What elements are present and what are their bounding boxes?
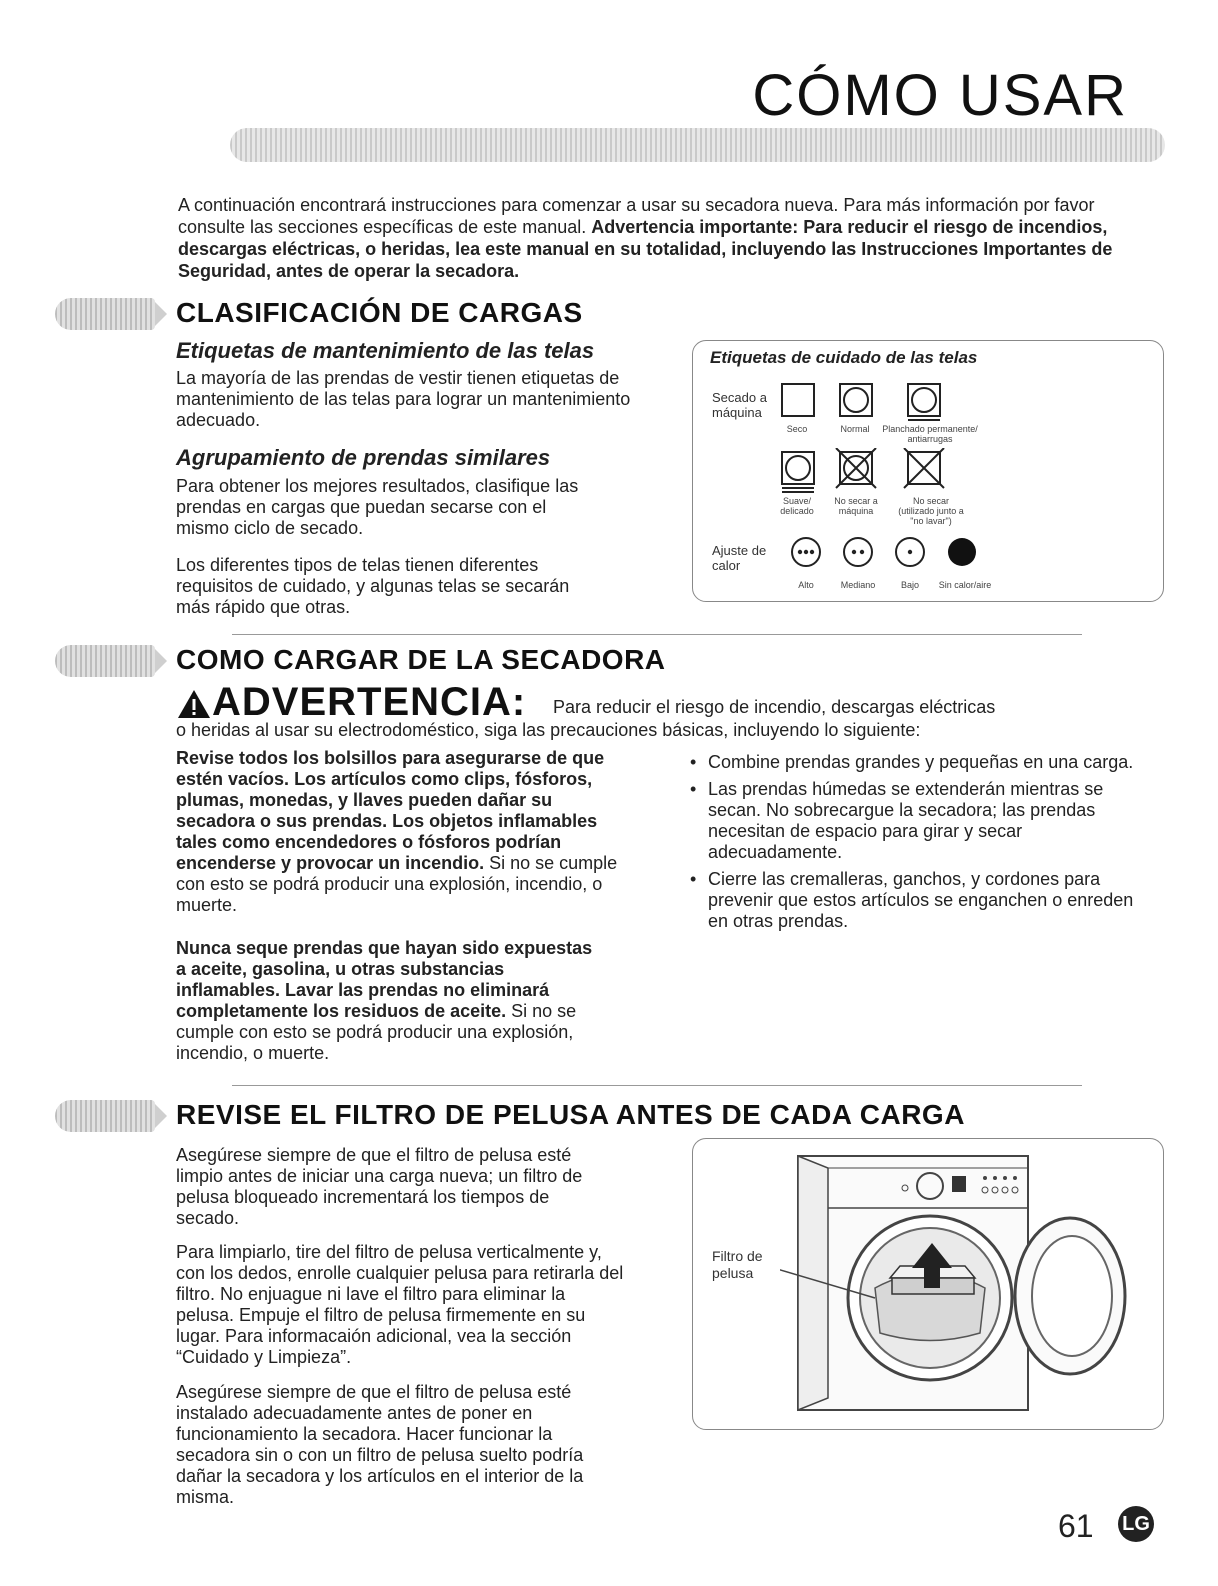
paragraph: La mayoría de las prendas de vestir tienen etiquetas de mantenimiento de las telas para lograr un mantenimiento adecuado.: [176, 368, 631, 430]
paragraph: Para limpiarlo, tire del filtro de pelusa verticalmente y, con los dedos, enrolle cualquier pelusa para retirarla del filtro. No enjuague ni lave el filtro para eliminar la pelusa. Empuje el filtro de pelusa firmemente en su lugar. Para informacaión adicional, vea la sección “Cuidado y Limpieza”.: [176, 1242, 624, 1367]
caption: Normal: [840, 424, 870, 434]
subtitle-etiquetas: Etiquetas de mantenimiento de las telas: [176, 338, 595, 363]
paragraph: Asegúrese siempre de que el filtro de pelusa esté instalado adecuadamente antes de poner en funcionamiento la secadora. Hacer funcionar la secadora sin o con un filtro de pelusa suelto podría dañar la secadora y los artículos en el interior de la misma.: [176, 1382, 584, 1507]
list-item: • Las prendas húmedas se extenderán mientras se secan. No sobrecargue la secadora; las prendas necesitan de espacio para girar y secar adecuadamente.: [690, 779, 1140, 863]
section-title-filtro: REVISE EL FILTRO DE PELUSA ANTES DE CADA CARGA: [176, 1099, 965, 1130]
paragraph: Para obtener los mejores resultados, clasifique las prendas en cargas que puedan secarse con el mismo ciclo de secado.: [176, 476, 579, 538]
section-title-clasificacion: CLASIFICACIÓN DE CARGAS: [176, 297, 583, 328]
title-decor-bar: [230, 128, 1165, 162]
row1-label: Secado a máquina: [712, 390, 767, 420]
page-title: CÓMO USAR: [752, 63, 1128, 128]
pockets-bold: Revise todos los bolsillos para asegurarse de que estén vacíos. Los artículos como clips, fósforos, plumas, monedas, y llaves pueden dañar su secadora o sus prendas. Los objetos inflamables tales como encendedores o fósforos podrían encenderse y provocar un incendio.: [176, 748, 605, 873]
tumble-dry-symbols: [780, 380, 980, 430]
paragraph: Los diferentes tipos de telas tienen diferentes requisitos de cuidado, y algunas telas se secarán más rápido que otras.: [176, 555, 570, 617]
caption: Sin calor/aire: [938, 580, 992, 590]
dryer-illustration: [780, 1148, 1130, 1418]
caption: Bajo: [900, 580, 919, 590]
oil-paragraph: [176, 938, 596, 1064]
intro-text: A continuación encontrará instrucciones para comenzar a usar su secadora nueva. Para más información por favor consulte las secciones específicas de este manual.: [178, 195, 1095, 237]
intro-warning: Advertencia importante: Para reducir el riesgo de incendios, descargas eléctricas, o heridas, lea este manual en su totalidad, incluyendo las Instrucciones Importantes de Seguridad, antes de operar la secadora.: [178, 217, 1113, 281]
pockets-paragraph: [176, 748, 626, 916]
list-item: • Cierre las cremalleras, ganchos, y cordones para prevenir que estos artículos se enganchen o enreden en otras prendas.: [690, 869, 1140, 932]
caption: Alto: [798, 580, 814, 590]
caption: Seco: [786, 424, 808, 434]
oil-normal: Si no se cumple con esto se podrá producir una explosión, incendio, o muerte.: [176, 1001, 577, 1063]
section-marker: [55, 298, 155, 330]
caption: Mediano: [840, 580, 876, 590]
warning-text-cont: o heridas al usar su electrodoméstico, siga las precauciones básicas, incluyendo lo siguiente:: [176, 720, 921, 740]
divider: [232, 1085, 1082, 1086]
intro-paragraph: [178, 194, 1153, 282]
loading-tips-list: [690, 752, 1140, 938]
heat-setting-symbols: [790, 536, 990, 570]
section-marker: [55, 1100, 155, 1132]
oil-bold: Nunca seque prendas que hayan sido expuestas a aceite, gasolina, u otras substancias inflamables. Lavar las prendas no eliminará completamente los residuos de aceite.: [176, 938, 593, 1021]
caption: Suave/ delicado: [780, 496, 814, 516]
care-box-title: Etiquetas de cuidado de las telas: [710, 348, 978, 367]
caption: No secar a máquina: [834, 496, 878, 516]
warning-text: Para reducir el riesgo de incendio, descargas eléctricas: [553, 697, 996, 717]
section-title-cargar: COMO CARGAR DE LA SECADORA: [176, 644, 666, 675]
list-item: • Combine prendas grandes y pequeñas en una carga.: [690, 752, 1140, 773]
warning-triangle-icon: [176, 688, 212, 720]
section-marker: [55, 645, 155, 677]
paragraph: Asegúrese siempre de que el filtro de pelusa esté limpio antes de iniciar una carga nueva; un filtro de pelusa bloqueado incrementará los tiempos de secado.: [176, 1145, 583, 1228]
lg-logo-icon: LG: [1118, 1506, 1154, 1542]
warning-word: ADVERTENCIA:: [212, 680, 527, 724]
figure-label: Filtro de pelusa: [712, 1248, 763, 1281]
page-number: 61: [1058, 1508, 1094, 1544]
divider: [232, 634, 1082, 635]
row3-label: Ajuste de calor: [712, 543, 767, 573]
subtitle-agrupamiento: Agrupamiento de prendas similares: [176, 445, 551, 470]
pockets-normal: Si no se cumple con esto se podrá producir una explosión, incendio, o muerte.: [176, 853, 618, 915]
caption: Planchado permanente/ antiarrugas: [882, 424, 978, 444]
caption: No secar (utilizado junto a "no lavar"): [898, 496, 964, 526]
dry-setting-symbols: [780, 448, 980, 498]
